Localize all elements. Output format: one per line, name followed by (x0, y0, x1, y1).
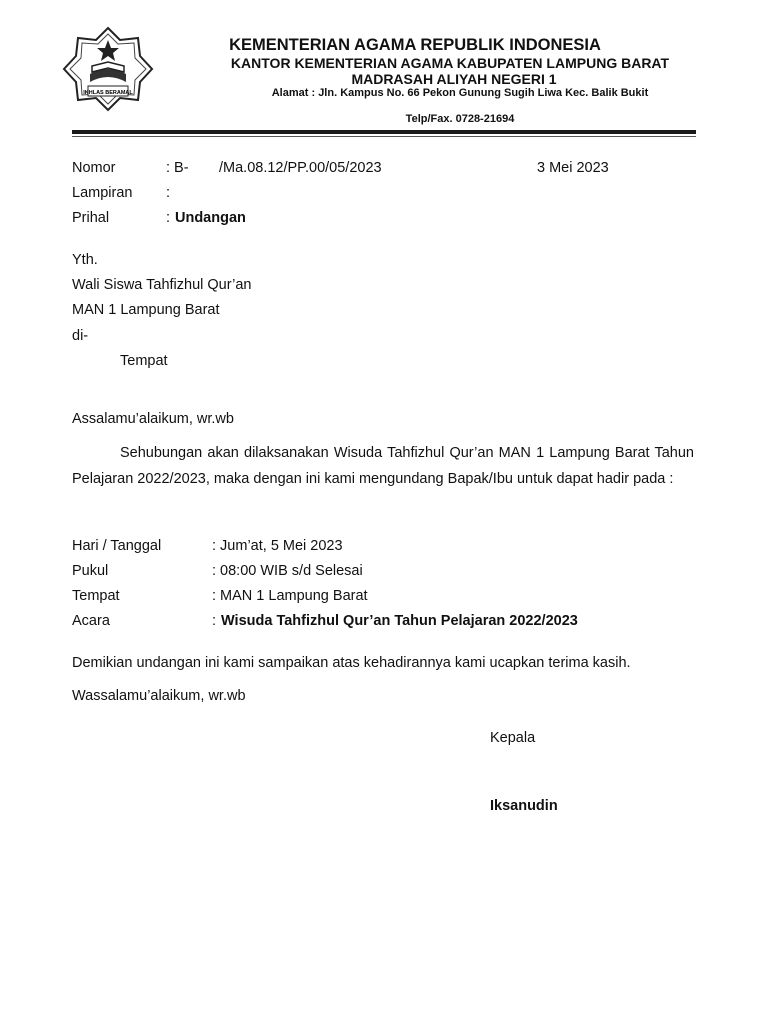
greeting: Assalamu’alaikum, wr.wb (72, 411, 234, 427)
detail-event-separator: : (212, 613, 217, 629)
detail-value-event: Wisuda Tahfizhul Qur’an Tahun Pelajaran 2022/2023 (221, 613, 578, 629)
logo-motto: IKHLAS BERAMAL (83, 90, 133, 96)
letterhead-phone: Telp/Fax. 0728-21694 (405, 113, 515, 125)
recipient-line1: Wali Siswa Tahfizhul Qur’an (72, 277, 252, 293)
letterhead-ministry: KEMENTERIAN AGAMA REPUBLIK INDONESIA (229, 36, 601, 54)
farewell: Wassalamu’alaikum, wr.wb (72, 688, 246, 704)
recipient-place: Tempat (120, 353, 168, 369)
nomor-separator: : B- (166, 160, 189, 176)
signature-name: Iksanudin (490, 798, 558, 814)
detail-value-date: : Jum’at, 5 Mei 2023 (212, 538, 343, 554)
letterhead-divider-thin (72, 136, 696, 137)
detail-label-place: Tempat (72, 588, 120, 604)
detail-value-time: : 08:00 WIB s/d Selesai (212, 563, 363, 579)
recipient-di: di- (72, 328, 89, 344)
recipient-yth: Yth. (72, 252, 98, 268)
detail-label-event: Acara (72, 613, 110, 629)
lampiran-label: Lampiran (72, 185, 133, 201)
detail-label-date: Hari / Tanggal (72, 538, 162, 554)
lampiran-separator: : (166, 185, 171, 201)
letter-date: 3 Mei 2023 (537, 160, 609, 176)
letterhead-divider (72, 130, 696, 134)
body-paragraph: Sehubungan akan dilaksanakan Wisuda Tahfizhul Qur’an MAN 1 Lampung Barat Tahun Pelajaran 2022/2023, maka dengan ini kami mengundang Bapak/Ibu untuk dapat hadir pada : (72, 445, 694, 487)
recipient-line2: MAN 1 Lampung Barat (72, 302, 220, 318)
closing-sentence: Demikian undangan ini kami sampaikan atas kehadirannya kami ucapkan terima kasih. (72, 655, 631, 671)
prihal-label: Prihal (72, 210, 110, 226)
signature-title: Kepala (490, 730, 536, 746)
detail-label-time: Pukul (72, 563, 109, 579)
prihal-value: Undangan (175, 210, 246, 226)
detail-value-place: : MAN 1 Lampung Barat (212, 588, 368, 604)
letterhead-school: MADRASAH ALIYAH NEGERI 1 (351, 71, 557, 87)
letterhead-office: KANTOR KEMENTERIAN AGAMA KABUPATEN LAMPUNG BARAT (230, 55, 670, 71)
prihal-separator: : (166, 210, 171, 226)
nomor-label: Nomor (72, 160, 116, 176)
nomor-value: /Ma.08.12/PP.00/05/2023 (219, 160, 382, 176)
letterhead-address: Alamat : Jln. Kampus No. 66 Pekon Gunung Sugih Liwa Kec. Balik Bukit (271, 87, 649, 99)
